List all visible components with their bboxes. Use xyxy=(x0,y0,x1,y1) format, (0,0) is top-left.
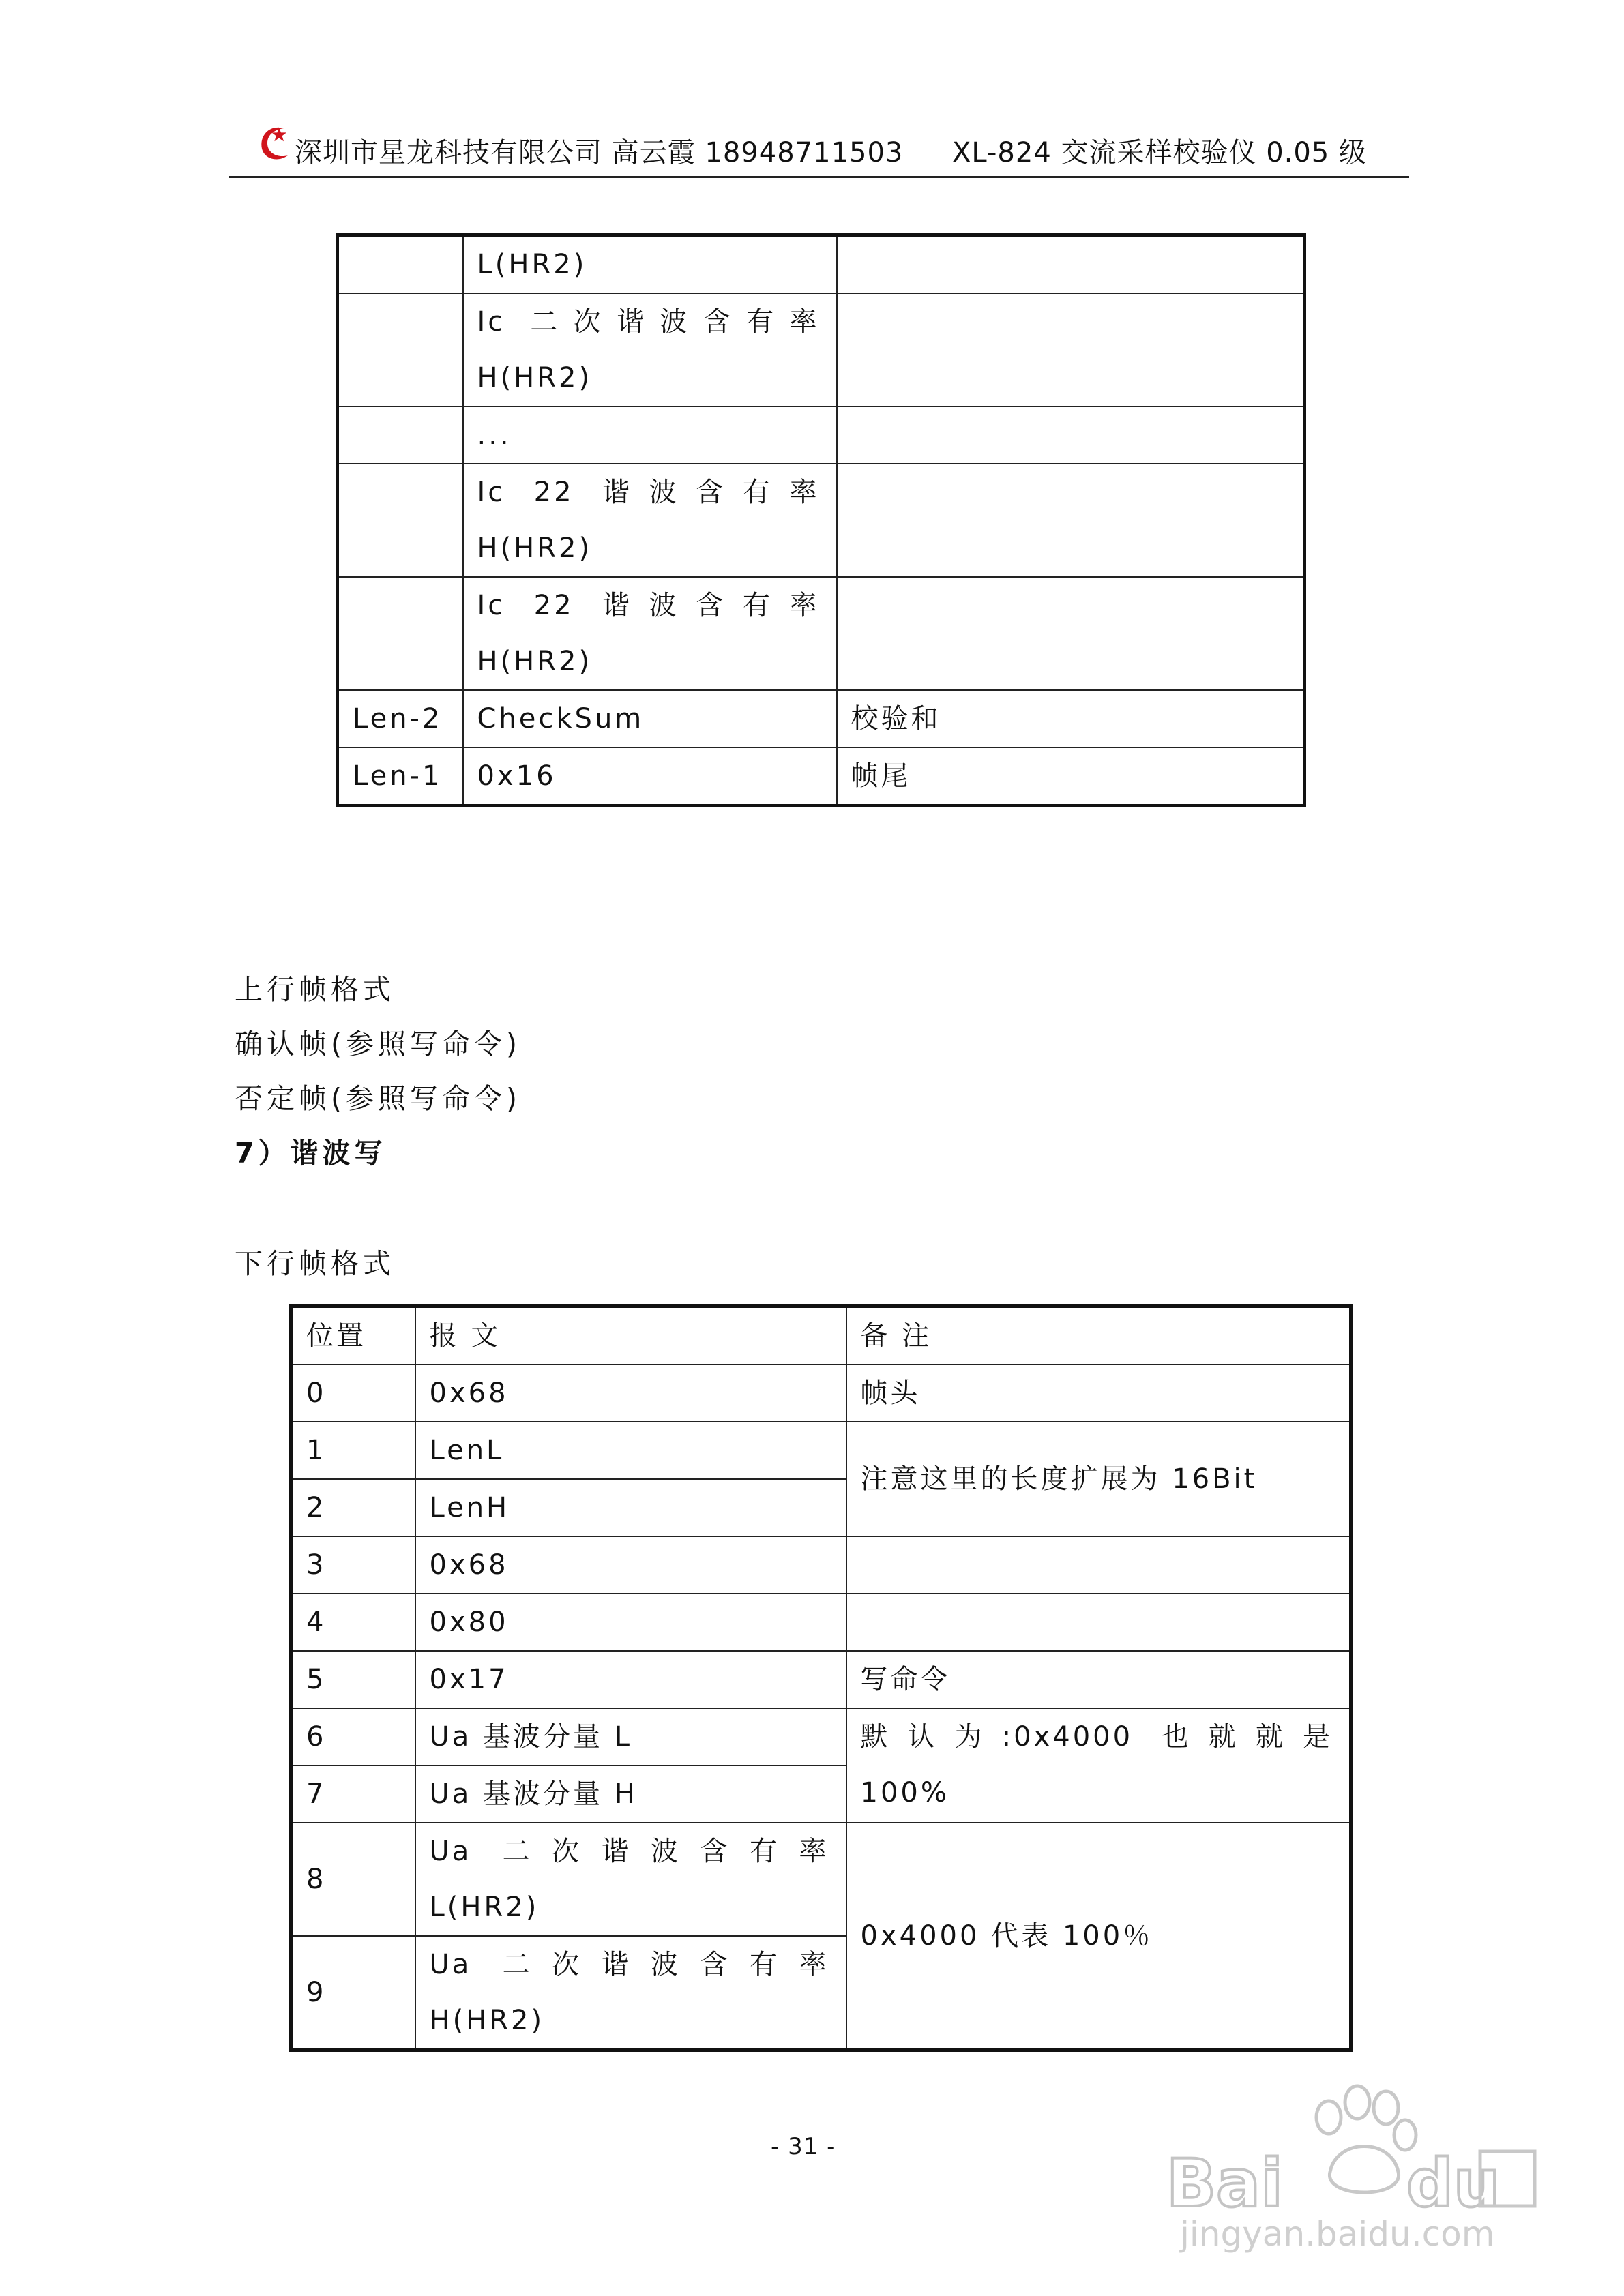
table-header-row xyxy=(291,1307,1351,1365)
table-row xyxy=(338,577,1305,690)
table-row xyxy=(338,293,1305,406)
header-company: 深圳市星龙科技有限公司 高云霞 18948711503 xyxy=(295,137,904,168)
cell-pos: 6 xyxy=(291,1708,415,1765)
cell-msg-line2: H(HR2) xyxy=(477,646,593,677)
cell-pos: 8 xyxy=(291,1823,415,1936)
header-msg: 报 文 xyxy=(415,1307,846,1365)
cell-pos: Len-2 xyxy=(338,690,463,747)
table-row xyxy=(338,464,1305,577)
harmonic-write-frame-table xyxy=(289,1304,1353,2052)
section-heading-harmonic-write: 7）谐波写 xyxy=(235,1137,387,1169)
cell-pos: Len-1 xyxy=(338,747,463,806)
cell-msg xyxy=(415,1936,846,2051)
cell-msg xyxy=(415,1823,846,1936)
cell-pos: 0 xyxy=(291,1365,415,1422)
cell-note: 帧头 xyxy=(846,1365,1351,1422)
table-row xyxy=(291,1594,1351,1651)
cell-pos xyxy=(338,235,463,294)
page-number: - 31 - xyxy=(771,2133,836,2160)
cell-msg-line2: L(HR2) xyxy=(429,1892,540,1923)
cell-note-hr: 0x4000 代表 100％ xyxy=(846,1823,1351,2051)
cell-msg: Ua 基波分量 L xyxy=(415,1708,846,1765)
cell-msg-line2: H(HR2) xyxy=(477,362,593,393)
svg-text:Bai: Bai xyxy=(1166,2145,1283,2222)
downstream-frame-format: 下行帧格式 xyxy=(235,1247,395,1280)
cell-msg xyxy=(463,577,837,690)
cell-msg xyxy=(463,293,837,406)
ack-frame-line: 确认帧(参照写命令) xyxy=(235,1028,521,1060)
cell-note xyxy=(846,1536,1351,1594)
svg-text:jingyan.baidu.com: jingyan.baidu.com xyxy=(1180,2214,1495,2254)
cell-msg: ... xyxy=(463,406,837,464)
cell-msg-line1: Ic 22 谐波含有率 xyxy=(477,590,820,621)
cell-pos: 2 xyxy=(291,1479,415,1536)
cell-msg-line2: H(HR2) xyxy=(477,533,593,564)
table-row xyxy=(338,235,1305,294)
cell-msg-line2: H(HR2) xyxy=(429,2005,545,2036)
cell-msg-line1: Ua 二次谐波含有率 xyxy=(429,1836,829,1867)
cell-msg-line1: Ua 二次谐波含有率 xyxy=(429,1949,829,1980)
upstream-frame-format: 上行帧格式 xyxy=(235,973,395,1006)
table-row xyxy=(291,1365,1351,1422)
header-pos: 位置 xyxy=(291,1307,415,1365)
cell-msg: 0x16 xyxy=(463,747,837,806)
cell-pos: 7 xyxy=(291,1765,415,1823)
table-row xyxy=(338,747,1305,806)
cell-note-length: 注意这里的长度扩展为 16Bit xyxy=(846,1422,1351,1536)
cell-note-default xyxy=(846,1708,1351,1823)
company-logo-icon xyxy=(256,121,295,165)
note-default-line2: 100% xyxy=(860,1777,949,1808)
table-row xyxy=(338,690,1305,747)
cell-msg: L(HR2) xyxy=(463,235,837,294)
cell-msg: 0x68 xyxy=(415,1536,846,1594)
cell-note xyxy=(837,235,1305,294)
table-row xyxy=(338,406,1305,464)
cell-note: 帧尾 xyxy=(837,747,1305,806)
cell-note: 写命令 xyxy=(846,1651,1351,1708)
cell-pos xyxy=(338,577,463,690)
cell-pos: 4 xyxy=(291,1594,415,1651)
nack-frame-line: 否定帧(参照写命令) xyxy=(235,1082,521,1115)
frame-table-continued xyxy=(336,233,1306,807)
table-row xyxy=(291,1651,1351,1708)
cell-pos xyxy=(338,406,463,464)
header-note: 备 注 xyxy=(846,1307,1351,1365)
cell-pos: 1 xyxy=(291,1422,415,1479)
cell-msg-line1: Ic 22 谐波含有率 xyxy=(477,477,820,508)
cell-msg: Ua 基波分量 H xyxy=(415,1765,846,1823)
cell-pos: 3 xyxy=(291,1536,415,1594)
cell-msg: CheckSum xyxy=(463,690,837,747)
cell-pos xyxy=(338,464,463,577)
cell-msg-line1: Ic 二次谐波含有率 xyxy=(477,306,820,338)
cell-msg xyxy=(463,464,837,577)
cell-msg: LenL xyxy=(415,1422,846,1479)
cell-msg: 0x17 xyxy=(415,1651,846,1708)
header-product: XL-824 交流采样校验仪 0.05 级 xyxy=(952,137,1367,168)
baidu-jingyan-watermark-icon xyxy=(1160,2070,1541,2254)
cell-pos: 9 xyxy=(291,1936,415,2051)
table-row xyxy=(291,1536,1351,1594)
cell-note: 校验和 xyxy=(837,690,1305,747)
cell-note xyxy=(837,464,1305,577)
cell-note xyxy=(837,293,1305,406)
table-row xyxy=(291,1823,1351,1936)
svg-text:du: du xyxy=(1406,2145,1501,2222)
cell-msg: 0x80 xyxy=(415,1594,846,1651)
table-row xyxy=(291,1422,1351,1479)
cell-note xyxy=(837,406,1305,464)
cell-pos xyxy=(338,293,463,406)
cell-msg: 0x68 xyxy=(415,1365,846,1422)
cell-pos: 5 xyxy=(291,1651,415,1708)
note-default-line1: 默认为:0x4000 也就就是 xyxy=(860,1721,1333,1753)
cell-msg: LenH xyxy=(415,1479,846,1536)
table-row xyxy=(291,1708,1351,1765)
cell-note xyxy=(837,577,1305,690)
cell-note xyxy=(846,1594,1351,1651)
page-header xyxy=(229,116,1409,178)
